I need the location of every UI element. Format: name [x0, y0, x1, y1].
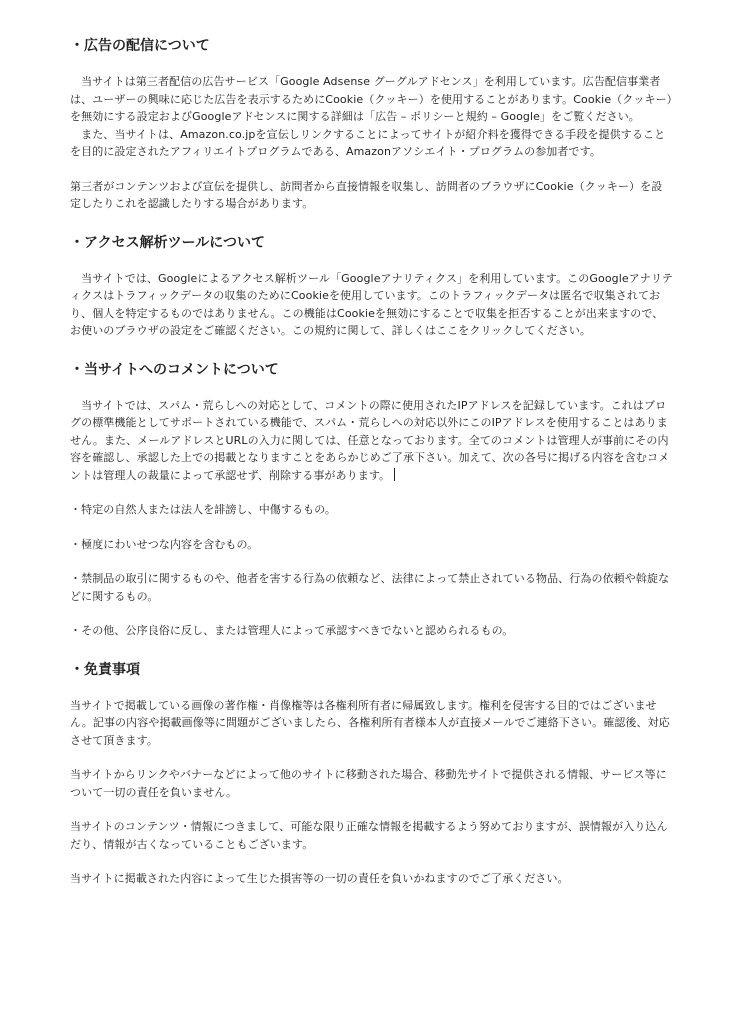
- list-item: ・極度にわいせつな内容を含むもの。: [70, 537, 259, 551]
- section-heading: ・アクセス解析ツールについて: [70, 234, 266, 251]
- section-comments: [70, 360, 673, 640]
- list-item: ・禁制品の取引に関するものや、他者を害する行為の依頼など、法律によって禁止されている物品、行為の依頼や斡旋などに関するもの。: [70, 572, 670, 603]
- paragraph: 第三者がコンテンツおよび宣伝を提供し、訪問者から直接情報を収集し、訪問者のブラウザにCookie（クッキー）を設定したりこれを認識したりする場合があります。: [70, 179, 663, 210]
- paragraph: 当サイトでは、Googleによるアクセス解析ツール「Googleアナリティクス」を利用しています。このGoogleアナリティクスはトラフィックデータの収集のためにCookieを使用しています。このトラフィックデータは匿名で収集されており、個人を特定するものではありません。この機能はCookieを無効にすることで収集を拒否することが出来ますので、お使いのブラウザの設定をご確認ください。この規約に関して、詳しくはここをクリックしてください。: [70, 271, 673, 337]
- section-heading: ・当サイトへのコメントについて: [70, 361, 279, 378]
- paragraph: また、当サイトは、Amazon.co.jpを宣伝しリンクすることによってサイトが紹介料を獲得できる手段を提供することを目的に設定されたアフィリエイトプログラムである、Amazonアソシエイト・プログラムの参加者です。: [70, 127, 666, 158]
- paragraph: 当サイトからリンクやバナーなどによって他のサイトに移動された場合、移動先サイトで提供される情報、サービス等について一切の責任を負いません。: [70, 768, 667, 799]
- paragraph: 当サイトで掲載している画像の著作権・肖像権等は各権利所有者に帰属致します。権利を侵害する目的ではございません。記事の内容や掲載画像等に問題がございましたら、各権利所有者様本人が直接メールでご連絡下さい。確認後、対応させて頂きます。: [70, 698, 670, 747]
- section-access-analytics: [70, 233, 673, 340]
- paragraph: 当サイトに掲載された内容によって生じた損害等の一切の責任を負いかねますのでご了承ください。: [70, 872, 569, 885]
- paragraph: 当サイトのコンテンツ・情報につきまして、可能な限り正確な情報を掲載するよう努めておりますが、誤情報が入り込んだり、情報が古くなっていることもございます。: [70, 820, 668, 851]
- list-item: ・特定の自然人または法人を誹謗し、中傷するもの。: [70, 503, 336, 516]
- list-item: ・その他、公序良俗に反し、または管理人によって承認すべきでないと認められるもの。: [70, 624, 514, 637]
- text-cursor: [394, 468, 395, 481]
- paragraph: 当サイトは第三者配信の広告サービス「Google Adsense グーグルアドセンス」を利用しています。広告配信事業者は、ユーザーの興味に応じた広告を表示するためにCookie（クッキー）を使用することがあります。Cookie（クッキー）を無効にする設定およびGoogleアドセンスに関する詳細は「広告 – ポリシーと規約 – Google」をご覧ください。: [70, 75, 673, 123]
- section-heading: ・免責事項: [70, 661, 140, 678]
- paragraph: [70, 397, 673, 485]
- section-heading: ・広告の配信について: [70, 38, 210, 54]
- section-disclaimer: [70, 660, 673, 888]
- paragraph-text: 当サイトでは、スパム・荒らしへの対応として、コメントの際に使用されたIPアドレスを記録しています。これはブログの標準機能としてサポートされている機能で、スパム・荒らしへの対応以外にこのIPアドレスを使用することはありません。また、メールアドレスとURLの入力に関しては、任意となっております。全てのコメントは管理人が事前にその内容を確認し、承認した上での掲載となりますことをあらかじめご了承下さい。加えて、次の各号に掲げる内容を含むコメントは管理人の裁量によって承認せず、削除する事があります。: [70, 398, 670, 482]
- section-ad-delivery: [70, 36, 673, 213]
